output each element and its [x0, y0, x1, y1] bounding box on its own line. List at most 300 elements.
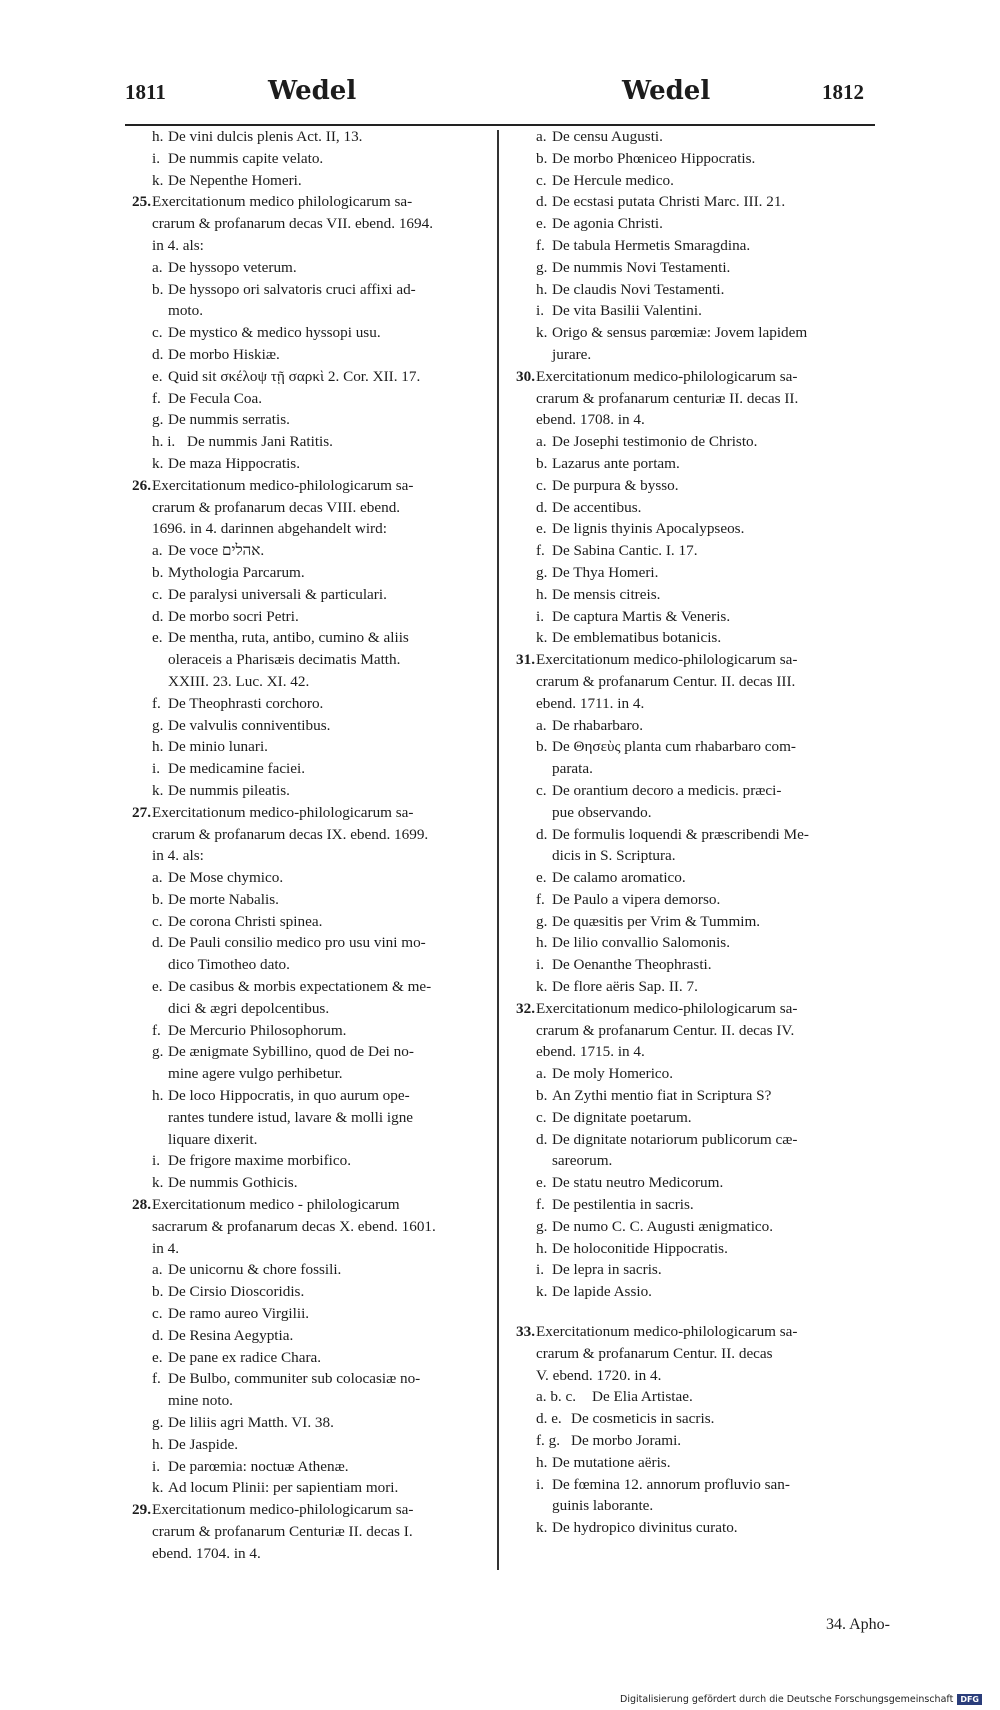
entry-line: in 4.	[152, 1239, 180, 1257]
item-indent	[536, 1495, 552, 1517]
list-item-continuation	[152, 954, 522, 976]
list-item	[536, 736, 906, 758]
item-letter: i.	[152, 149, 161, 167]
item-letter: k.	[152, 454, 164, 472]
list-item	[152, 627, 522, 649]
item-text: De nummis serratis.	[168, 411, 290, 429]
catalog-entry	[132, 1499, 522, 1564]
list-item	[152, 1303, 522, 1325]
item-text: liquare dixerit.	[168, 1130, 258, 1148]
item-text: De hyssopo ori salvatoris cruci affixi ad-	[168, 280, 416, 298]
item-text: dico Timotheo dato.	[168, 956, 290, 974]
item-letter: c.	[536, 171, 547, 189]
item-letter: c.	[536, 781, 547, 799]
item-text: Origo & sensus parœmiæ: Jovem lapidem	[552, 324, 808, 342]
list-item	[152, 1347, 522, 1369]
item-text: De claudis Novi Testamenti.	[552, 280, 725, 298]
item-text: Lazarus ante portam.	[552, 454, 680, 472]
list-item	[152, 409, 522, 431]
list-item	[536, 1517, 906, 1539]
item-text: De Pauli consilio medico pro usu vini mo-	[168, 934, 426, 952]
item-letter: h.	[152, 1087, 164, 1105]
digitization-footer	[620, 1694, 982, 1705]
item-text: De Theophrasti corchoro.	[168, 694, 324, 712]
list-item	[152, 431, 522, 453]
item-text: De lilio convallio Salomonis.	[552, 934, 731, 952]
item-text: De morbo Hiskiæ.	[168, 345, 280, 363]
item-letter: b.	[536, 1087, 548, 1105]
dfg-logo-icon: DFG	[957, 1694, 982, 1705]
list-item	[536, 170, 906, 192]
item-indent	[152, 1107, 168, 1129]
list-item	[152, 562, 522, 584]
item-letter: b.	[152, 1283, 164, 1301]
item-letter: k.	[536, 1283, 548, 1301]
list-item	[536, 257, 906, 279]
entry-line: Exercitationum medico philologicarum sa-	[152, 193, 413, 211]
catalog-entry	[132, 475, 522, 540]
item-text: De Jaspide.	[168, 1435, 239, 1453]
item-letter: f.	[536, 890, 545, 908]
list-item	[536, 1452, 906, 1474]
item-letter: i.	[152, 1457, 161, 1475]
item-letter: a. b. c.	[536, 1388, 577, 1406]
list-item	[152, 758, 522, 780]
running-title-right: Wedel	[622, 76, 711, 106]
item-text: De tabula Hermetis Smaragdina.	[552, 236, 751, 254]
list-item	[536, 780, 906, 802]
list-item-continuation	[152, 300, 522, 322]
entry-line: Exercitationum medico - philologicarum	[152, 1196, 400, 1214]
item-text: dici & ægri depolcentibus.	[168, 999, 330, 1017]
list-item	[152, 453, 522, 475]
item-letter: a.	[536, 1065, 547, 1083]
item-text: De Thya Homeri.	[552, 563, 659, 581]
item-text: De Mercurio Philosophorum.	[168, 1021, 347, 1039]
entry-line: crarum & profanarum decas VII. ebend. 1694.	[152, 215, 434, 233]
list-item	[536, 1194, 906, 1216]
entry-line: 1696. in 4. darinnen abgehandelt wird:	[152, 520, 387, 538]
entry-line: crarum & profanarum decas VIII. ebend.	[152, 498, 401, 516]
item-text: parata.	[552, 760, 593, 778]
running-title-left: Wedel	[268, 76, 357, 106]
item-letter: f.	[152, 1021, 161, 1039]
list-item	[152, 693, 522, 715]
item-letter: a.	[536, 128, 547, 145]
page-number-right: 1812	[822, 80, 864, 104]
list-item	[536, 453, 906, 475]
item-text: De censu Augusti.	[552, 128, 663, 145]
list-item-continuation	[152, 649, 522, 671]
item-text: De rhabarbaro.	[552, 716, 644, 734]
item-letter: k.	[152, 1479, 164, 1497]
list-item	[536, 1430, 906, 1452]
list-item	[536, 126, 906, 148]
item-letter: e.	[536, 215, 547, 233]
item-letter: i.	[152, 1152, 161, 1170]
item-text: De Paulo a vipera demorso.	[552, 890, 721, 908]
list-item	[152, 170, 522, 192]
list-item	[152, 540, 522, 562]
item-text: De cosmeticis in sacris.	[571, 1410, 715, 1428]
item-text: De mensis citreis.	[552, 585, 661, 603]
item-text: rantes tundere istud, lavare & molli igne	[168, 1108, 414, 1126]
item-letter: f.	[536, 236, 545, 254]
item-text: De unicornu & chore fossili.	[168, 1261, 342, 1279]
entry-line: in 4. als:	[152, 236, 204, 254]
item-indent	[536, 344, 552, 366]
item-indent	[152, 649, 168, 671]
item-text: De morbo Jorami.	[571, 1432, 682, 1450]
page-number-left: 1811	[125, 80, 166, 104]
item-indent	[536, 758, 552, 780]
item-letter: i.	[536, 1475, 545, 1493]
item-letter: e.	[536, 869, 547, 887]
item-text: De nummis pileatis.	[168, 781, 290, 799]
list-item	[536, 213, 906, 235]
item-text: De Cirsio Dioscoridis.	[168, 1283, 305, 1301]
entry-line: Exercitationum medico-philologicarum sa-	[536, 999, 798, 1017]
item-text: De mystico & medico hyssopi usu.	[168, 324, 381, 342]
item-letter: h.	[152, 1435, 164, 1453]
item-text: De quæsitis per Vrim & Tummim.	[552, 912, 761, 930]
item-text: Mythologia Parcarum.	[168, 563, 305, 581]
item-text: De liliis agri Matth. VI. 38.	[168, 1414, 334, 1432]
entry-line: ebend. 1711. in 4.	[536, 694, 645, 712]
item-indent	[536, 845, 552, 867]
item-letter: f. g.	[536, 1432, 561, 1450]
catalog-entry	[516, 649, 906, 714]
entry-number: 26.	[132, 476, 151, 494]
item-letter: k.	[152, 781, 164, 799]
list-item	[536, 1216, 906, 1238]
list-item-continuation	[152, 1107, 522, 1129]
item-indent	[536, 802, 552, 824]
item-text: pue observando.	[552, 803, 652, 821]
list-item	[152, 1281, 522, 1303]
list-item	[536, 279, 906, 301]
list-item-continuation	[152, 1063, 522, 1085]
item-letter: f.	[536, 1196, 545, 1214]
list-item	[152, 736, 522, 758]
list-item	[152, 584, 522, 606]
item-text: Quid sit σκέλοψ τῇ σαρκὶ 2. Cor. XII. 17.	[168, 367, 421, 385]
item-text: De Θησεὺς planta cum rhabarbaro com-	[552, 738, 796, 756]
list-item	[152, 1172, 522, 1194]
list-item	[152, 322, 522, 344]
catchword: 34. Apho-	[826, 1616, 890, 1633]
item-text: De Oenanthe Theophrasti.	[552, 956, 712, 974]
list-item	[152, 344, 522, 366]
item-letter: k.	[536, 1519, 548, 1537]
list-item	[536, 584, 906, 606]
item-text: De frigore maxime morbifico.	[168, 1152, 352, 1170]
item-letter: c.	[152, 324, 163, 342]
entry-number: 30.	[516, 367, 535, 385]
list-item	[536, 300, 906, 322]
item-letter: b.	[152, 280, 164, 298]
item-text: De holoconitide Hippocratis.	[552, 1239, 728, 1257]
list-item	[536, 322, 906, 344]
list-item-continuation	[536, 758, 906, 780]
entry-line: in 4. als:	[152, 847, 204, 865]
list-item	[152, 1150, 522, 1172]
item-text: De Hercule medico.	[552, 171, 674, 189]
list-item	[536, 932, 906, 954]
list-item	[152, 889, 522, 911]
item-text: De loco Hippocratis, in quo aurum ope-	[168, 1087, 410, 1105]
item-letter: i.	[152, 760, 161, 778]
item-text: De numo C. C. Augusti ænigmatico.	[552, 1217, 774, 1235]
item-text: De voce אהלים.	[168, 542, 265, 560]
item-text: De purpura & bysso.	[552, 476, 679, 494]
list-item	[536, 1129, 906, 1151]
list-item	[152, 1085, 522, 1107]
item-indent	[152, 998, 168, 1020]
item-text: De ecstasi putata Christi Marc. III. 21.	[552, 193, 786, 211]
entry-line: Exercitationum medico-philologicarum sa-	[536, 651, 798, 669]
item-letter: c.	[536, 476, 547, 494]
left-column	[132, 126, 522, 1565]
item-text: De hyssopo veterum.	[168, 258, 297, 276]
item-text: De dignitate poetarum.	[552, 1108, 692, 1126]
item-letter: h.	[152, 738, 164, 756]
list-item	[152, 606, 522, 628]
list-item	[536, 540, 906, 562]
list-item	[536, 431, 906, 453]
item-text: oleraceis a Pharisæis decimatis Matth.	[168, 651, 401, 669]
item-text: De vini dulcis plenis Act. II, 13.	[168, 128, 363, 145]
item-letter: a.	[152, 869, 163, 887]
list-item	[536, 1063, 906, 1085]
entry-number: 31.	[516, 651, 535, 669]
item-letter: a.	[152, 542, 163, 560]
list-item	[152, 1477, 522, 1499]
list-item	[536, 1238, 906, 1260]
list-item	[536, 911, 906, 933]
item-text: De nummis capite velato.	[168, 149, 324, 167]
item-text: De nummis Jani Ratitis.	[187, 433, 333, 451]
item-indent	[152, 1129, 168, 1151]
item-text: De pestilentia in sacris.	[552, 1196, 694, 1214]
entry-line: sacrarum & profanarum decas X. ebend. 1601.	[152, 1217, 436, 1235]
list-item	[152, 867, 522, 889]
item-letter: g.	[152, 1043, 164, 1061]
list-item	[152, 780, 522, 802]
entry-line: Exercitationum medico-philologicarum sa-	[152, 803, 414, 821]
list-item	[536, 497, 906, 519]
entry-line: Exercitationum medico-philologicarum sa-	[536, 367, 798, 385]
catalog-entry	[132, 1194, 522, 1259]
list-item	[152, 1041, 522, 1063]
item-letter: e.	[536, 1174, 547, 1192]
item-letter: i.	[536, 607, 545, 625]
item-text: De ænigmate Sybillino, quod de Dei no-	[168, 1043, 414, 1061]
item-indent	[152, 671, 168, 693]
item-letter: h. i.	[152, 433, 176, 451]
item-letter: g.	[536, 563, 548, 581]
list-item	[536, 518, 906, 540]
list-item	[152, 1259, 522, 1281]
item-text: De morte Nabalis.	[168, 890, 279, 908]
list-item-continuation	[536, 344, 906, 366]
item-letter: d.	[536, 1130, 548, 1148]
item-letter: e.	[536, 520, 547, 538]
list-item	[536, 1386, 906, 1408]
item-text: De orantium decoro a medicis. præci-	[552, 781, 782, 799]
item-letter: e.	[152, 1348, 163, 1366]
item-text: De emblematibus botanicis.	[552, 629, 722, 647]
entry-number: 27.	[132, 803, 151, 821]
list-item	[152, 279, 522, 301]
list-item	[536, 867, 906, 889]
entry-line: Exercitationum medico-philologicarum sa-	[536, 1323, 798, 1341]
item-letter: c.	[152, 585, 163, 603]
list-item	[536, 1172, 906, 1194]
item-text: De Josephi testimonio de Christo.	[552, 433, 758, 451]
item-text: Ad locum Plinii: per sapientiam mori.	[168, 1479, 399, 1497]
item-letter: h.	[536, 280, 548, 298]
item-letter: b.	[152, 563, 164, 581]
item-letter: a.	[536, 716, 547, 734]
item-text: De lignis thyinis Apocalypseos.	[552, 520, 745, 538]
entry-line: crarum & profanarum Centuriæ II. decas I.	[152, 1523, 413, 1540]
item-text: De formulis loquendi & præscribendi Me-	[552, 825, 809, 843]
right-column	[516, 126, 906, 1539]
item-text: De Nepenthe Homeri.	[168, 171, 302, 189]
list-item	[536, 824, 906, 846]
list-item	[536, 606, 906, 628]
list-item-continuation	[152, 1390, 522, 1412]
list-item	[536, 1259, 906, 1281]
footer-text: Digitalisierung gefördert durch die Deutsche Forschungsgemeinschaft	[620, 1694, 954, 1705]
item-letter: b.	[536, 149, 548, 167]
item-letter: h.	[536, 1453, 548, 1471]
list-item	[152, 1020, 522, 1042]
item-indent	[152, 300, 168, 322]
catalog-entry	[516, 366, 906, 431]
item-letter: c.	[152, 1305, 163, 1323]
item-text: De lapide Assio.	[552, 1283, 652, 1301]
list-item	[152, 911, 522, 933]
list-item-continuation	[152, 671, 522, 693]
entry-line: crarum & profanarum centuriæ II. decas II.	[536, 389, 799, 407]
item-letter: e.	[152, 367, 163, 385]
entry-line: Exercitationum medico-philologicarum sa-	[152, 1501, 414, 1519]
list-item	[536, 1408, 906, 1430]
item-text: De paralysi universali & particulari.	[168, 585, 387, 603]
item-text: De valvulis conniventibus.	[168, 716, 331, 734]
item-letter: h.	[536, 934, 548, 952]
item-indent	[152, 1063, 168, 1085]
item-text: De morbo Phœniceo Hippocratis.	[552, 149, 756, 167]
catalog-entry	[516, 1321, 906, 1386]
entry-line: crarum & profanarum decas IX. ebend. 1699.	[152, 825, 429, 843]
item-letter: a.	[536, 433, 547, 451]
item-letter: d.	[536, 498, 548, 516]
item-letter: g.	[536, 912, 548, 930]
catalog-entry	[132, 802, 522, 867]
list-item-continuation	[152, 1129, 522, 1151]
item-text: De agonia Christi.	[552, 215, 663, 233]
list-item-continuation	[152, 998, 522, 1020]
item-text: De fœmina 12. annorum profluvio san-	[552, 1475, 790, 1493]
entry-line: crarum & profanarum Centur. II. decas III.	[536, 672, 796, 690]
catalog-entry	[516, 998, 906, 1063]
item-letter: f.	[152, 1370, 161, 1388]
item-text: De parœmia: noctuæ Athenæ.	[168, 1457, 349, 1475]
list-item	[536, 562, 906, 584]
list-item	[536, 475, 906, 497]
item-letter: d.	[152, 345, 164, 363]
item-letter: f.	[536, 542, 545, 560]
item-text: De vita Basilii Valentini.	[552, 302, 702, 320]
list-item	[152, 1456, 522, 1478]
item-letter: i.	[536, 956, 545, 974]
list-item	[536, 235, 906, 257]
item-text: De morbo socri Petri.	[168, 607, 299, 625]
list-item	[152, 148, 522, 170]
entry-number: 33.	[516, 1323, 535, 1341]
item-letter: k.	[536, 324, 548, 342]
item-text: De ramo aureo Virgilii.	[168, 1305, 310, 1323]
item-letter: g.	[536, 1217, 548, 1235]
entry-line: ebend. 1704. in 4.	[152, 1544, 261, 1562]
item-text: De Elia Artistae.	[592, 1388, 693, 1406]
item-text: De flore aëris Sap. II. 7.	[552, 978, 698, 996]
item-text: moto.	[168, 302, 204, 320]
item-text: guinis laborante.	[552, 1497, 654, 1515]
item-text: XXIII. 23. Luc. XI. 42.	[168, 672, 310, 690]
item-letter: k.	[152, 1174, 164, 1192]
item-text: De nummis Novi Testamenti.	[552, 258, 731, 276]
item-indent	[152, 954, 168, 976]
item-letter: k.	[536, 629, 548, 647]
item-text: De mentha, ruta, antibo, cumino & aliis	[168, 629, 409, 647]
item-text: De pane ex radice Chara.	[168, 1348, 322, 1366]
entry-line: crarum & profanarum Centur. II. decas	[536, 1344, 773, 1362]
list-item	[536, 715, 906, 737]
item-text: De corona Christi spinea.	[168, 912, 323, 930]
item-indent	[152, 1390, 168, 1412]
list-item-continuation	[536, 1495, 906, 1517]
list-item	[152, 1434, 522, 1456]
item-text: De Bulbo, communiter sub colocasiæ no-	[168, 1370, 421, 1388]
item-letter: k.	[536, 978, 548, 996]
item-text: jurare.	[552, 345, 592, 363]
item-letter: b.	[152, 890, 164, 908]
item-text: De mutatione aëris.	[552, 1453, 671, 1471]
item-letter: h.	[536, 1239, 548, 1257]
item-text: dicis in S. Scriptura.	[552, 847, 676, 865]
item-letter: f.	[152, 389, 161, 407]
item-letter: h.	[536, 585, 548, 603]
item-letter: b.	[536, 738, 548, 756]
item-text: De Mose chymico.	[168, 869, 284, 887]
item-letter: e.	[152, 978, 163, 996]
item-text: De Sabina Cantic. I. 17.	[552, 542, 698, 560]
entry-line: crarum & profanarum Centur. II. decas IV.	[536, 1021, 795, 1039]
item-text: De moly Homerico.	[552, 1065, 674, 1083]
item-letter: d.	[536, 193, 548, 211]
item-letter: d. e.	[536, 1410, 562, 1428]
entry-number: 28.	[132, 1196, 151, 1214]
item-indent	[536, 1150, 552, 1172]
entry-line: V. ebend. 1720. in 4.	[536, 1366, 662, 1384]
entry-line: Exercitationum medico-philologicarum sa-	[152, 476, 414, 494]
item-letter: d.	[536, 825, 548, 843]
item-text: An Zythi mentio fiat in Scriptura S?	[552, 1087, 772, 1105]
